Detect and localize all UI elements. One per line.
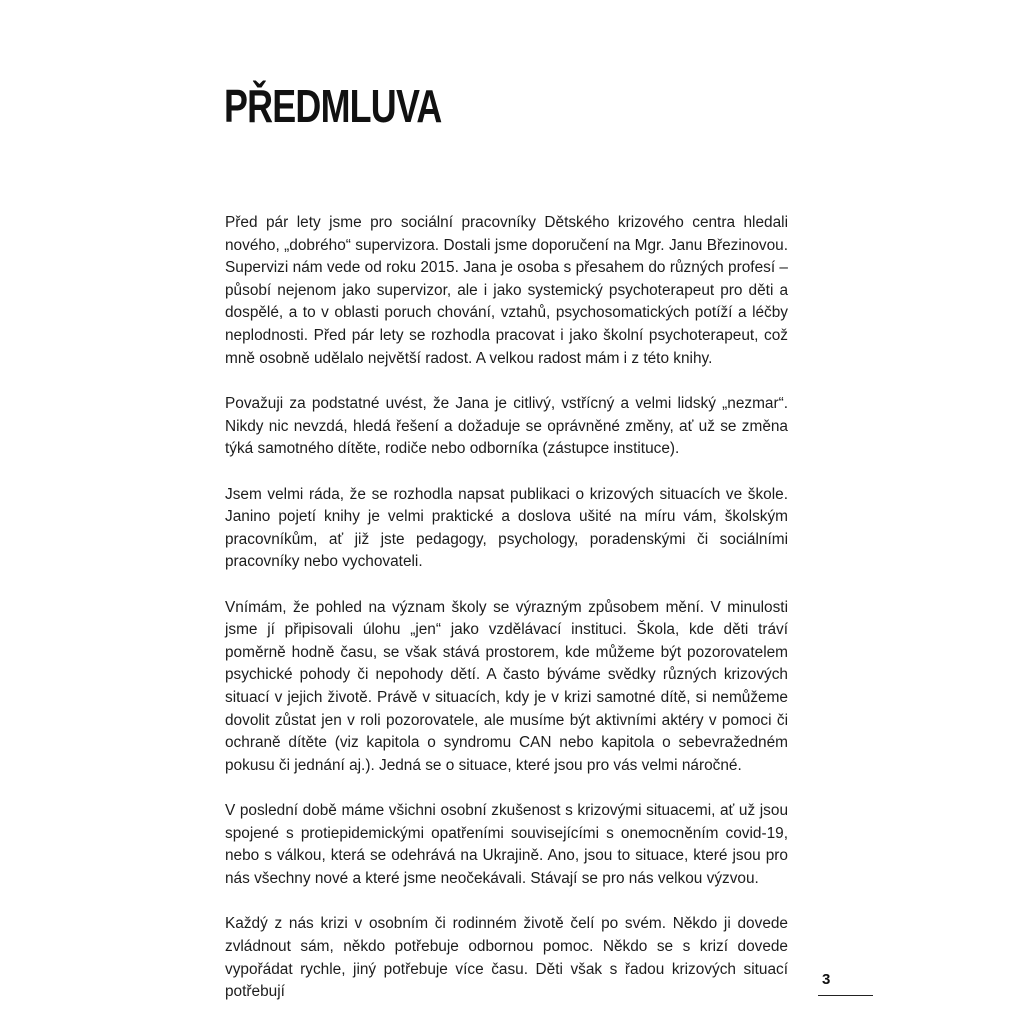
page-number: 3 xyxy=(822,971,831,988)
paragraph: V poslední době máme všichni osobní zkušenost s krizovými situacemi, ať už jsou spojené s protiepidemickými opatřeními souvisejícími s onemocněním covid-19, nebo s válkou, která se odehrává na Ukrajině. Ano, jsou to situace, které jsou pro nás všechny nové a které jsme neočekávali. Stávají se pro nás velkou výzvou. xyxy=(225,802,788,888)
paragraph: Jsem velmi ráda, že se rozhodla napsat publikaci o krizových situacích ve škole. Janino pojetí knihy je velmi praktické a doslova ušité na míru vám, školským pracovníkům, ať již jste pedagogy, psychology, poradenskými či sociálními pracovníky nebo vychovateli. xyxy=(225,485,788,571)
paragraph: Před pár lety jsme pro sociální pracovníky Dětského krizového centra hledali nového, „dobrého“ supervizora. Dostali jsme doporučení na Mgr. Janu Březinovou. Supervizi nám vede od roku 2015. Jana je osoba s přesahem do různých profesí – působí nejenom jako supervizor, ale i jako systemický psychoterapeut pro děti a dospělé, a to v oblasti poruch chování, vztahů, psychosomatických potíží a léčby neplodnosti. Před pár lety se rozhodla pracovat i jako školní psychoterapeut, což mně osobně udělalo největší radost. A velkou radost mám i z této knihy. xyxy=(225,214,788,367)
paragraph: Každý z nás krizi v osobním či rodinném životě čelí po svém. Někdo ji dovede zvládnout sám, někdo potřebuje odbornou pomoc. Někdo se s krizí dovede vypořádat rychle, jiný potřebuje více času. Děti však s řadou krizových situací potřebují xyxy=(225,915,788,1001)
paragraph: Vnímám, že pohled na význam školy se výrazným způsobem mění. V minulosti jsme jí připisovali úlohu „jen“ jako vzdělávací instituci. Škola, kde děti tráví poměrně hodně času, se však stává prostorem, kde můžeme být pozorovatelem psychické pohody či nepohody dětí. A často býváme svědky různých krizových situací v jejich životě. Právě v situacích, kdy je v krizi samotné dítě, si nemůžeme dovolit zůstat jen v roli pozorovatele, ale musíme být aktivními aktéry v pomoci či ochraně dítěte (viz kapitola o syndromu CAN nebo kapitola o sebevražedném pokusu či jednání aj.). Jedná se o situace, které jsou pro vás velmi náročné. xyxy=(225,598,788,774)
paragraph: Považuji za podstatné uvést, že Jana je citlivý, vstřícný a velmi lidský „nezmar“. Nikdy nic nevzdá, hledá řešení a dožaduje se oprávněné změny, ať už se změna týká samotného dítěte, rodiče nebo odborníka (zástupce instituce). xyxy=(225,394,788,458)
body-text xyxy=(225,212,788,1004)
chapter-heading: PŘEDMLUVA xyxy=(224,80,442,132)
page-number-rule xyxy=(818,995,873,996)
